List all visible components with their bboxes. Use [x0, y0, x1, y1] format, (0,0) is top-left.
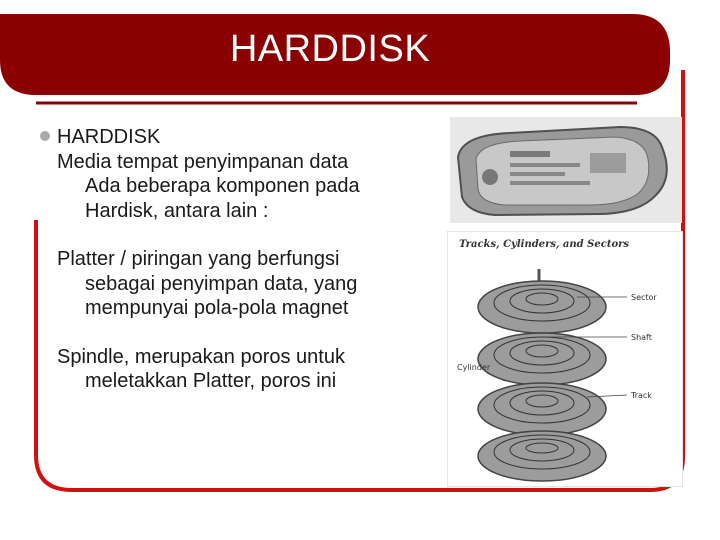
platter-line: Platter / piringan yang berfungsi [57, 248, 340, 270]
bullet-heading: HARDDISK [57, 126, 161, 148]
bullet-dot-icon [40, 131, 50, 141]
slide-title: HARDDISK [229, 28, 431, 70]
tracks-cylinders-sectors-diagram [447, 231, 683, 487]
platter-line: mempunyai pola-pola magnet [85, 297, 349, 319]
diagram-label-cylinder: Cylinder [457, 363, 491, 372]
body-line: Hardisk, antara lain : [85, 199, 269, 222]
diagram-label-track: Track [631, 391, 652, 400]
diagram-label-sector: Sector [631, 293, 657, 302]
bullet-heading-row [57, 125, 427, 150]
spindle-line: meletakkan Platter, poros ini [85, 370, 337, 392]
body-line: Ada beberapa komponen pada [85, 175, 360, 197]
harddisk-photo [450, 117, 682, 223]
slide-body [57, 125, 427, 394]
platter-line: sebagai penyimpan data, yang [85, 272, 358, 295]
body-line: Media tempat penyimpanan data [57, 150, 349, 173]
spindle-line: Spindle, merupakan poros untuk [57, 345, 345, 368]
diagram-label-shaft: Shaft [631, 333, 652, 342]
diagram-title: Tracks, Cylinders, and Sectors [459, 239, 630, 250]
